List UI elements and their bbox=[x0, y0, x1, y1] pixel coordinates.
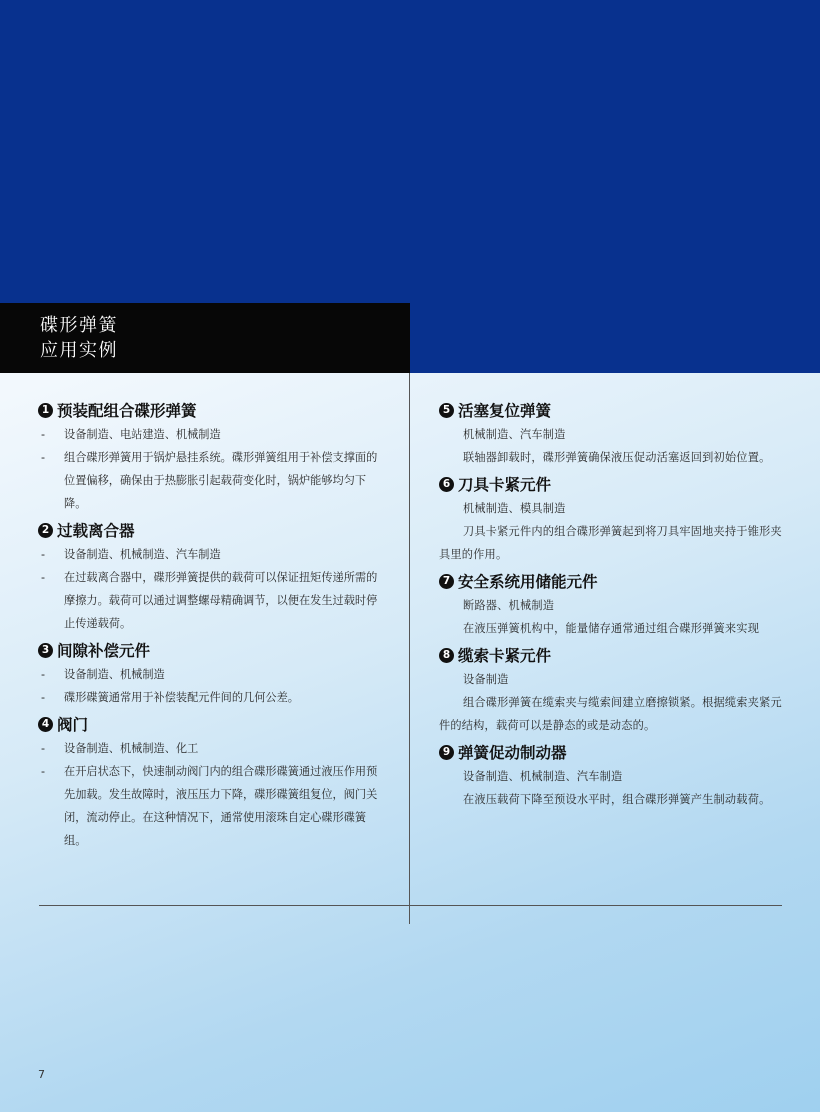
section-5 bbox=[439, 397, 784, 469]
section-6 bbox=[439, 471, 784, 566]
page-number: 7 bbox=[38, 1068, 45, 1081]
list-item: - 设备制造、机械制造 bbox=[41, 668, 165, 681]
right-column bbox=[439, 397, 784, 813]
title-line-2: 应用实例 bbox=[40, 340, 118, 361]
list-item: - 组合碟形弹簧用于锅炉悬挂系统。碟形弹簧组用于补偿支撑面的位置偏移，确保由于热膨胀引起载荷变化时，锅炉能够均匀下降。 bbox=[41, 451, 378, 510]
section-8 bbox=[439, 642, 784, 737]
number-badge-1: 1 bbox=[38, 403, 53, 418]
number-badge-3: 3 bbox=[38, 643, 53, 658]
section-1 bbox=[38, 397, 386, 515]
section-title: 阀门 bbox=[57, 716, 89, 734]
industry-line: 设备制造、机械制造、汽车制造 bbox=[463, 770, 623, 783]
description-paragraph: 组合碟形弹簧在缆索夹与缆索间建立磨擦锁紧。根据缆索夹紧元件的结构，载荷可以是静态的或是动态的。 bbox=[439, 696, 782, 732]
section-title: 间隙补偿元件 bbox=[57, 642, 151, 660]
bottom-rule bbox=[39, 905, 782, 906]
list-item: - 在过载离合器中，碟形弹簧提供的载荷可以保证扭矩传递所需的摩擦力。载荷可以通过调整螺母精确调节，以便在发生过载时停止传递载荷。 bbox=[41, 571, 378, 630]
column-divider bbox=[409, 373, 410, 924]
number-badge-8: 8 bbox=[439, 648, 454, 663]
list-item: - 在开启状态下，快速制动阀门内的组合碟形碟簧通过液压作用预先加载。发生故障时，液压压力下降，碟形碟簧组复位，阀门关闭，流动停止。在这种情况下，通常使用滚珠自定心碟形碟簧组。 bbox=[41, 765, 378, 847]
industry-line: 断路器、机械制造 bbox=[463, 599, 555, 612]
section-title: 活塞复位弹簧 bbox=[458, 402, 552, 420]
number-badge-7: 7 bbox=[439, 574, 454, 589]
section-9 bbox=[439, 739, 784, 811]
section-3 bbox=[38, 637, 386, 709]
number-badge-6: 6 bbox=[439, 477, 454, 492]
section-7 bbox=[439, 568, 784, 640]
description-paragraph: 刀具卡紧元件内的组合碟形弹簧起到将刀具牢固地夹持于锥形夹具里的作用。 bbox=[439, 525, 782, 561]
number-badge-5: 5 bbox=[439, 403, 454, 418]
list-item: - 设备制造、机械制造、化工 bbox=[41, 742, 199, 755]
page-title bbox=[0, 303, 410, 373]
section-title: 缆索卡紧元件 bbox=[458, 647, 552, 665]
number-badge-2: 2 bbox=[38, 523, 53, 538]
section-title: 弹簧促动制动器 bbox=[458, 744, 567, 762]
section-2 bbox=[38, 517, 386, 635]
number-badge-9: 9 bbox=[439, 745, 454, 760]
list-item: - 碟形碟簧通常用于补偿装配元件间的几何公差。 bbox=[41, 691, 299, 704]
title-line-1: 碟形弹簧 bbox=[40, 315, 118, 336]
left-column bbox=[38, 397, 386, 854]
description-paragraph: 在液压弹簧机构中，能量储存通常通过组合碟形弹簧来实现 bbox=[463, 622, 760, 635]
section-title: 刀具卡紧元件 bbox=[458, 476, 552, 494]
section-title: 预装配组合碟形弹簧 bbox=[57, 402, 197, 420]
industry-line: 机械制造、汽车制造 bbox=[463, 428, 566, 441]
section-4 bbox=[38, 711, 386, 852]
industry-line: 设备制造 bbox=[463, 673, 509, 686]
list-item: - 设备制造、机械制造、汽车制造 bbox=[41, 548, 221, 561]
number-badge-4: 4 bbox=[38, 717, 53, 732]
description-paragraph: 在液压载荷下降至预设水平时，组合碟形弹簧产生制动载荷。 bbox=[463, 793, 771, 806]
section-title: 过载离合器 bbox=[57, 522, 135, 540]
industry-line: 机械制造、模具制造 bbox=[463, 502, 566, 515]
section-title: 安全系统用储能元件 bbox=[458, 573, 598, 591]
list-item: - 设备制造、电站建造、机械制造 bbox=[41, 428, 221, 441]
description-paragraph: 联轴器卸载时，碟形弹簧确保液压促动活塞返回到初始位置。 bbox=[463, 451, 771, 464]
